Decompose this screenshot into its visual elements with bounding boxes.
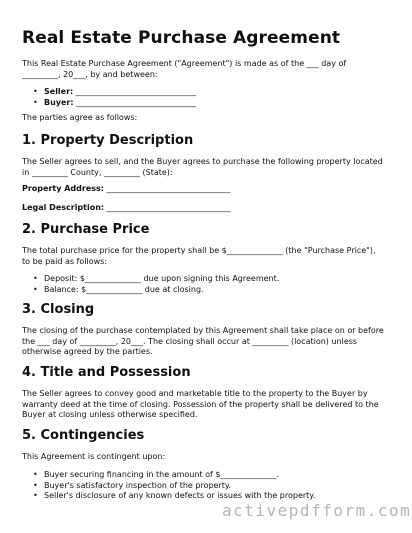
closing-line-3: otherwise agreed by the parties. bbox=[22, 347, 153, 356]
contingencies-list bbox=[33, 470, 393, 502]
title-possession-line-1: The Seller agrees to convey good and marketable title to the property to the Buyer by bbox=[22, 389, 368, 398]
property-paragraph bbox=[22, 157, 392, 178]
contingency-financing: • Buyer securing financing in the amount of $______________. bbox=[33, 470, 393, 481]
property-address-label: Property Address: bbox=[22, 184, 104, 193]
party-buyer bbox=[33, 98, 393, 109]
title-possession-line-3: Buyer at closing unless otherwise specified. bbox=[22, 410, 198, 419]
buyer-blank: ______________________________ bbox=[73, 97, 197, 107]
price-line-1: The total purchase price for the property shall be $______________ (the "Purchase Price"), bbox=[22, 246, 376, 255]
section-heading-contingencies: 5. Contingencies bbox=[22, 428, 145, 443]
legal-description-blank: _______________________________ bbox=[104, 203, 231, 212]
parties-agree-text: The parties agree as follows: bbox=[22, 113, 138, 122]
contingency-disclosure: • Seller's disclosure of any known defects or issues with the property. bbox=[33, 491, 393, 502]
parties-list bbox=[33, 87, 393, 108]
buyer-label: Buyer: bbox=[44, 97, 74, 107]
price-line-2: to be paid as follows: bbox=[22, 256, 108, 266]
intro-paragraph bbox=[22, 59, 392, 80]
section-heading-property: 1. Property Description bbox=[22, 133, 194, 148]
contingencies-intro: This Agreement is contingent upon: bbox=[22, 452, 166, 461]
contingency-inspection: • Buyer's satisfactory inspection of the property. bbox=[33, 481, 393, 492]
section-heading-closing: 3. Closing bbox=[22, 302, 95, 317]
document-title: Real Estate Purchase Agreement bbox=[22, 28, 341, 48]
closing-paragraph bbox=[22, 326, 392, 358]
party-seller bbox=[33, 87, 393, 98]
title-possession-line-2: warranty deed at the time of closing. Possession of the property shall be delivered to the bbox=[22, 399, 379, 409]
closing-line-1: The closing of the purchase contemplated by this Agreement shall take place on or before bbox=[22, 326, 384, 335]
legal-description-field bbox=[22, 203, 392, 214]
property-address-field bbox=[22, 184, 392, 195]
property-address-blank: _______________________________ bbox=[103, 184, 231, 193]
property-line-2: in _________ County, _________ (State): bbox=[22, 167, 173, 177]
watermark-text: activepdfform.com bbox=[222, 501, 412, 520]
seller-blank: ______________________________ bbox=[73, 87, 196, 96]
legal-description-label: Legal Description: bbox=[22, 203, 105, 212]
payment-balance: • Balance: $______________ due at closing. bbox=[33, 285, 393, 296]
property-line-1: The Seller agrees to sell, and the Buyer agrees to purchase the following property located bbox=[22, 157, 383, 166]
section-heading-title-possession: 4. Title and Possession bbox=[22, 365, 191, 380]
intro-line-1: This Real Estate Purchase Agreement ("Agreement") is made as of the ___ day of bbox=[22, 59, 347, 68]
section-heading-price: 2. Purchase Price bbox=[22, 222, 150, 237]
title-possession-paragraph bbox=[22, 389, 392, 421]
intro-line-2: _________, 20___, by and between: bbox=[22, 69, 158, 79]
price-paragraph bbox=[22, 246, 392, 267]
payment-deposit: • Deposit: $______________ due upon signing this Agreement. bbox=[33, 274, 393, 285]
seller-label: Seller: bbox=[44, 87, 74, 96]
closing-line-2: the ___ day of _________, 20___. The closing shall occur at _________ (location) unless bbox=[22, 336, 358, 346]
payment-list bbox=[33, 274, 393, 295]
